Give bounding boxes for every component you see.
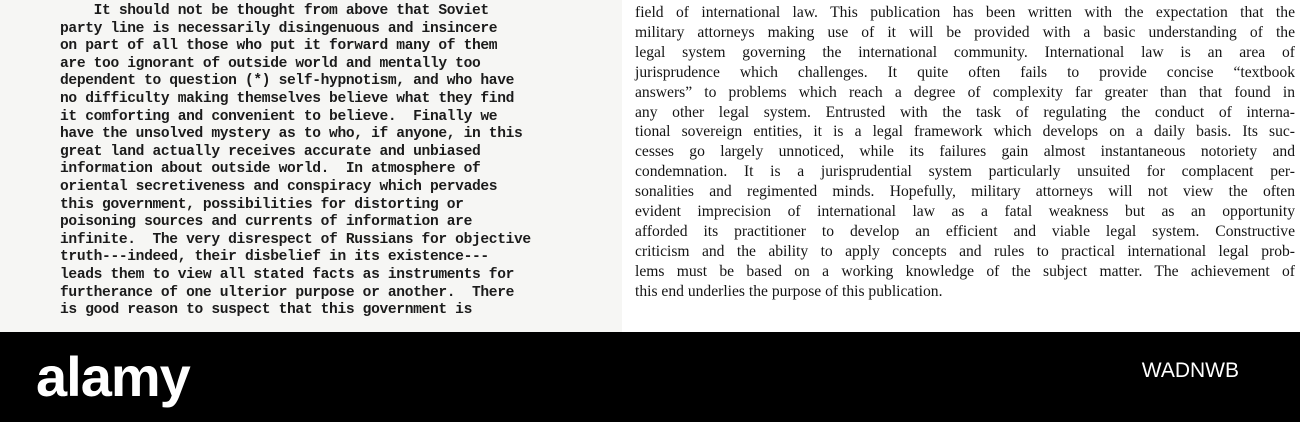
typewritten-line: it comforting and convenient to believe. Finally we <box>60 108 498 125</box>
typewritten-line: leads them to view all stated facts as instruments for <box>60 266 515 283</box>
printed-line: criticism and the ability to apply concepts and rules to practical international legal prob- <box>635 242 1295 260</box>
printed-line: condemnation. It is a jurisprudential system particularly unsuited for complacent per- <box>635 163 1295 181</box>
typewritten-line: infinite. The very disrespect of Russians for objective <box>60 231 531 248</box>
typewritten-text <box>60 3 620 320</box>
typewritten-line: are too ignorant of outside world and mentally too <box>60 55 481 72</box>
typewritten-line: oriental secretiveness and conspiracy which pervades <box>60 178 498 195</box>
typewritten-line: poisoning sources and currents of information are <box>60 214 472 231</box>
typewritten-line: It should not be thought from above that Soviet <box>60 3 489 19</box>
typewritten-line: on part of all those who put it forward many of them <box>60 38 498 55</box>
printed-line: military attorneys making use of it will be provided with a basic understanding of the <box>635 23 1295 41</box>
typewritten-line: no difficulty making themselves believe what they find <box>60 90 515 107</box>
printed-line: cesses go largely unnoticed, while its failures gain almost instantaneous notoriety and <box>635 143 1295 161</box>
printed-line: field of international law. This publication has been written with the expectation that the <box>635 4 1295 21</box>
printed-line: this end underlies the purpose of this publication. <box>635 282 943 300</box>
printed-line: evident imprecision of international law as a fatal weakness but as an opportunity <box>635 203 1295 221</box>
typewritten-line: information about outside world. In atmosphere of <box>60 161 481 178</box>
watermark-bar <box>0 332 1300 422</box>
printed-document <box>628 0 1300 332</box>
printed-line: tional sovereign entities, it is a legal framework which develops on a daily basis. Its suc- <box>635 123 1295 141</box>
printed-line: legal system governing the international community. International law is an area of <box>635 43 1295 61</box>
typewritten-document <box>0 0 622 332</box>
typewritten-line: is good reason to suspect that this government is <box>60 302 472 319</box>
printed-line: afforded its practitioner to develop an efficient and viable legal system. Constructive <box>635 222 1295 240</box>
brand-logo: alamy <box>36 345 190 408</box>
typewritten-line: dependent to question (*) self-hypnotism, and who have <box>60 73 515 90</box>
printed-line: any other legal system. Entrusted with the task of regulating the conduct of interna- <box>635 103 1295 121</box>
typewritten-line: furtherance of one ulterior purpose or another. There <box>60 284 515 301</box>
typewritten-line: truth---indeed, their disbelief in its existence--- <box>60 249 489 266</box>
printed-line: answers” to problems which reach a degree of complexity far greater than that found in <box>635 83 1295 101</box>
image-id: WADNWB <box>1141 359 1239 382</box>
typewritten-line: have the unsolved mystery as to who, if anyone, in this <box>60 126 523 143</box>
typewritten-line: party line is necessarily disingenuous and insincere <box>60 20 498 37</box>
typewritten-line: great land actually receives accurate and unbiased <box>60 143 481 160</box>
printed-line: sonalities and regimented minds. Hopefully, military attorneys will not view the often <box>635 183 1295 201</box>
printed-line: jurisprudence which challenges. It quite often fails to provide concise “textbook <box>635 63 1295 81</box>
typewritten-line: this government, possibilities for distorting or <box>60 196 464 213</box>
printed-text <box>635 3 1295 302</box>
printed-line: lems must be based on a working knowledge of the subject matter. The achievement of <box>635 262 1295 280</box>
